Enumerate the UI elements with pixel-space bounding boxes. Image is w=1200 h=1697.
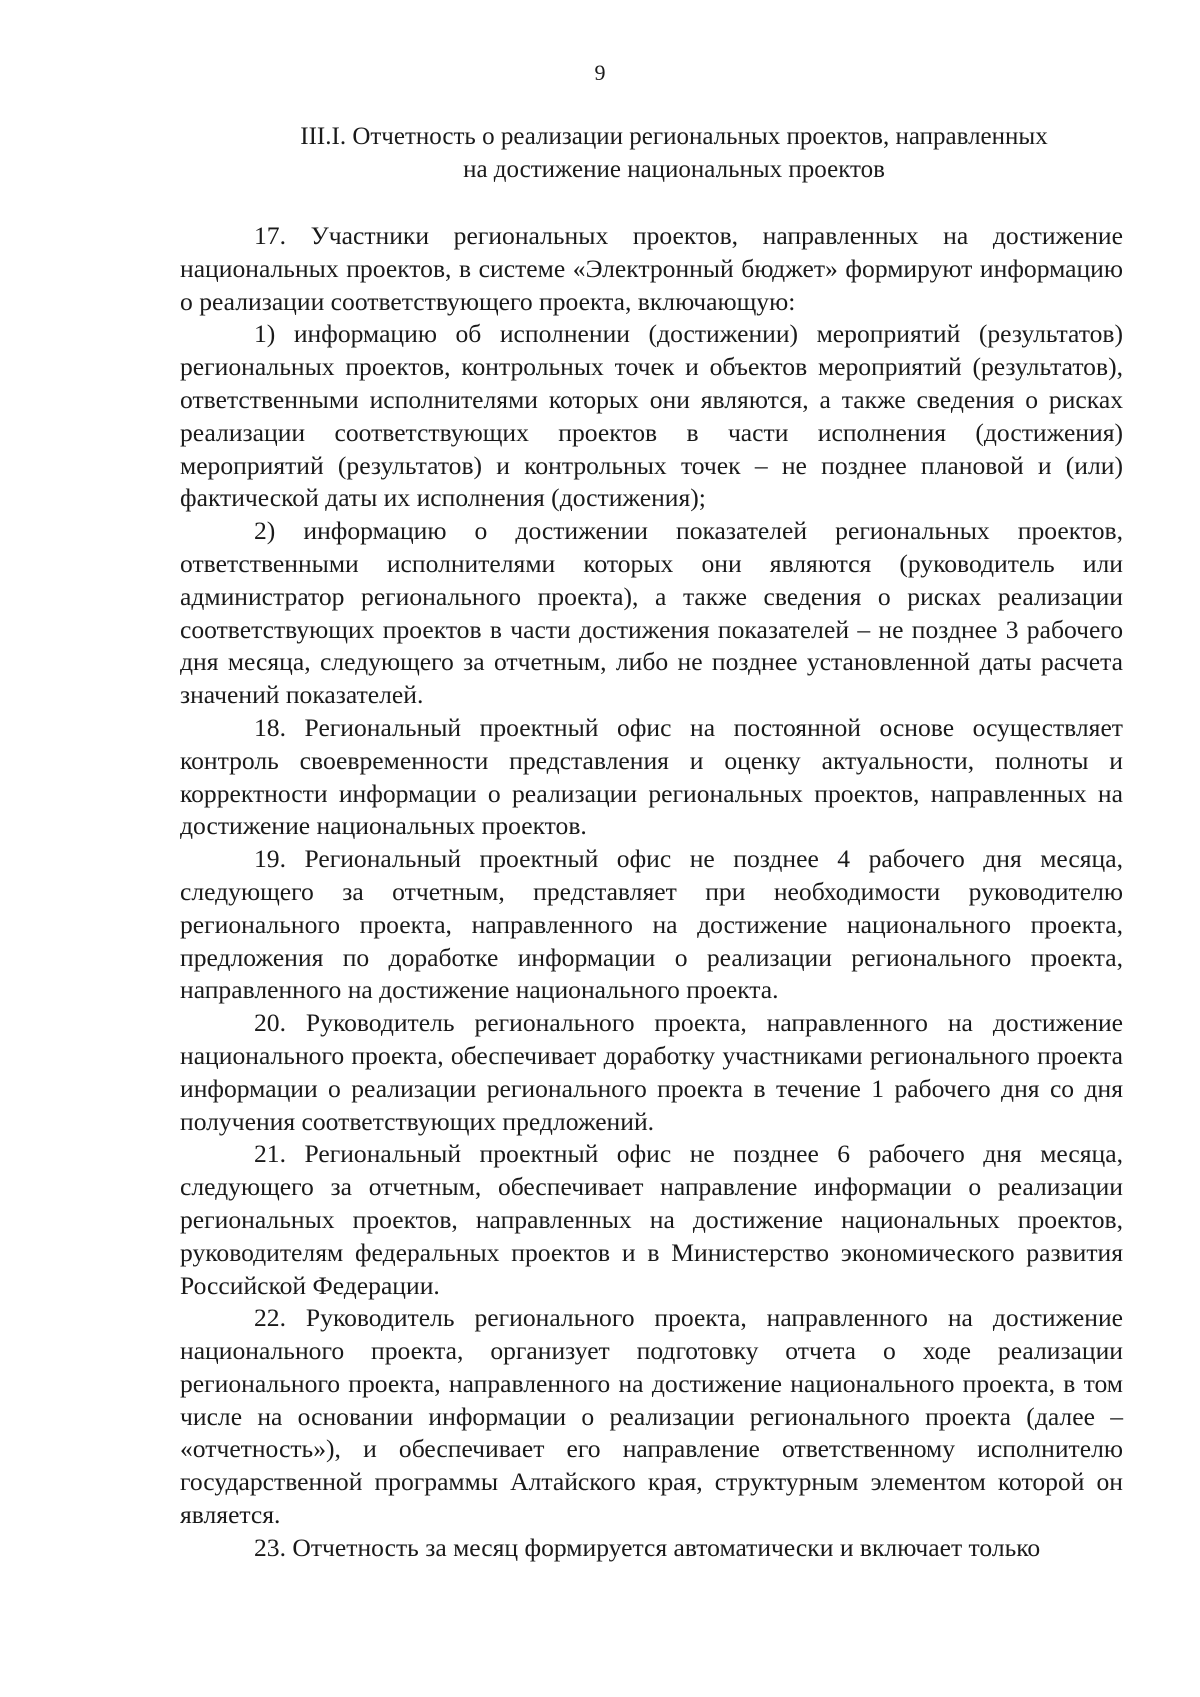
page-number: 9 — [594, 60, 606, 85]
paragraph-21: 21. Региональный проектный офис не позднее 6 рабочего дня месяца, следующего за отчетным, обеспечивает направление информации о реализации региональных проектов, направленных на достижение национальных проектов, руководителям федеральных проектов и в Министерство экономического развития Российской Федерации. — [180, 1139, 1123, 1300]
section-heading-line-1: III.I. Отчетность о реализации региональных проектов, направленных — [300, 123, 1048, 150]
section-heading — [230, 120, 1118, 186]
section-heading-line-2: на достижение национальных проектов — [463, 156, 885, 183]
document-body — [180, 220, 1123, 1565]
paragraph-17: 17. Участники региональных проектов, направленных на достижение национальных проектов, в системе «Электронный бюджет» формируют информацию о реализации соответствующего проекта, включающую: — [180, 221, 1123, 316]
paragraph-19: 19. Региональный проектный офис не позднее 4 рабочего дня месяца, следующего за отчетным, представляет при необходимости руководителю регионального проекта, направленного на достижение национального проекта, предложения по доработке информации о реализации регионального проекта, направленного на достижение национального проекта. — [180, 844, 1123, 1005]
paragraph-17-item-2: 2) информацию о достижении показателей региональных проектов, ответственными исполнителями которых они являются (руководитель или администратор регионального проекта), а также сведения о рисках реализации соответствующих проектов в части достижения показателей – не позднее 3 рабочего дня месяца, следующего за отчетным, либо не позднее установленной даты расчета значений показателей. — [180, 516, 1123, 710]
paragraph-23: 23. Отчетность за месяц формируется автоматически и включает только — [254, 1532, 1041, 1562]
paragraph-18: 18. Региональный проектный офис на постоянной основе осуществляет контроль своевременности представления и оценку актуальности, полноты и корректности информации о реализации региональных проектов, направленных на достижение национальных проектов. — [180, 712, 1123, 841]
paragraph-20: 20. Руководитель регионального проекта, направленного на достижение национального проекта, обеспечивает доработку участниками регионального проекта информации о реализации регионального проекта в течение 1 рабочего дня со дня получения соответствующих предложений. — [180, 1008, 1123, 1136]
paragraph-22: 22. Руководитель регионального проекта, направленного на достижение национального проекта, организует подготовку отчета о ходе реализации регионального проекта, направленного на достижение национального проекта, в том числе на основании информации о реализации регионального проекта (далее – «отчетность»), и обеспечивает его направление ответственному исполнителю государственной программы Алтайского края, структурным элементом которой он является. — [180, 1303, 1123, 1530]
paragraph-17-item-1: 1) информацию об исполнении (достижении) мероприятий (результатов) региональных проектов, контрольных точек и объектов мероприятий (результатов), ответственными исполнителями которых они являются, а также сведения о рисках реализации соответствующих проектов в части исполнения (достижения) мероприятий (результатов) и контрольных точек – не позднее плановой и (или) фактической даты их исполнения (достижения); — [180, 319, 1123, 513]
